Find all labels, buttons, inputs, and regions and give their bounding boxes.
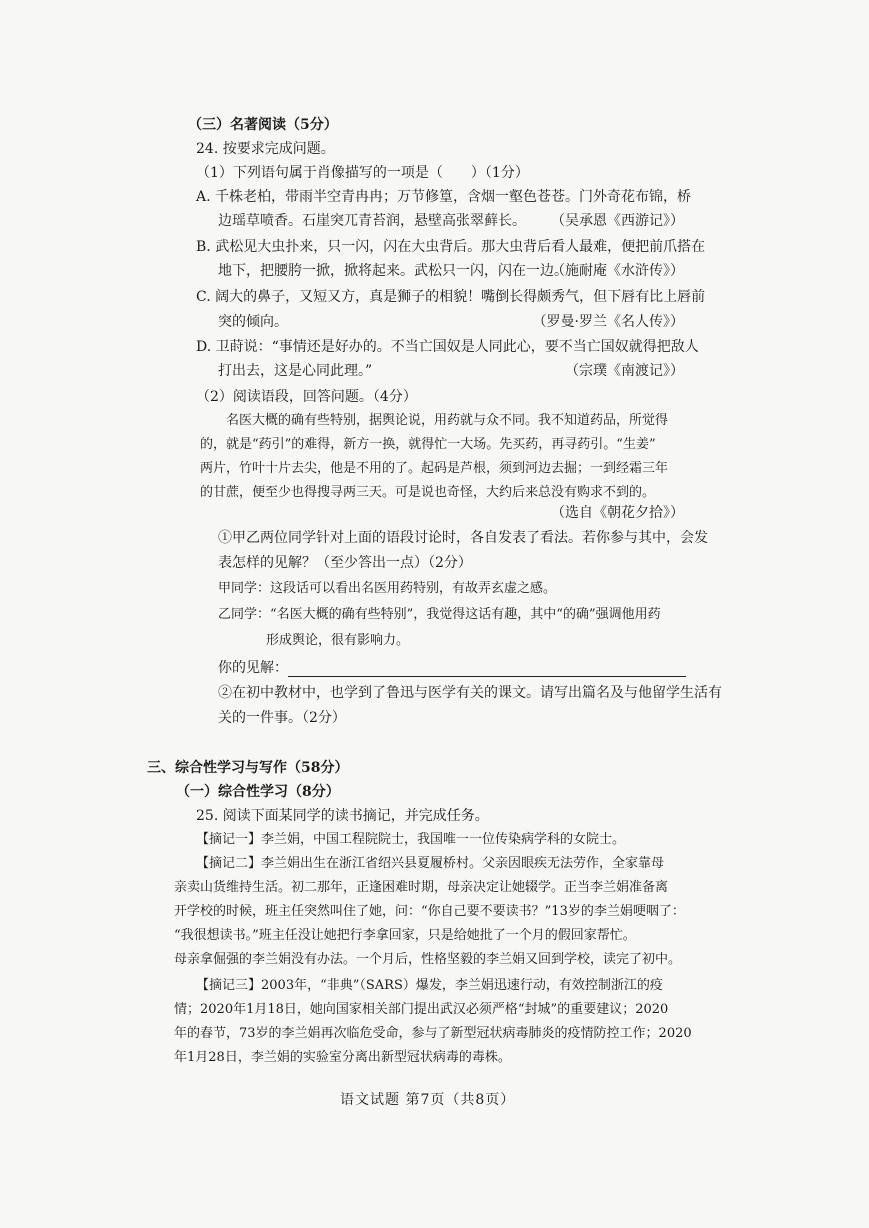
- note-3-line1: 【摘记三】2003年，“非典”（SARS）爆发，李兰娟迅速行动，有效控制浙江的疫: [196, 978, 663, 993]
- option-d-line2: 打出去，这是心同此理。”: [218, 363, 373, 379]
- note-2-line5: 母亲拿倔强的李兰娟没有办法。一个月后，性格坚毅的李兰娟又回到学校，读完了初中。: [174, 952, 682, 967]
- section-heading-writing: 三、综合性学习与写作（58分）: [147, 760, 349, 776]
- passage-line3: 两片，竹叶十片去尖，他是不用的了。起码是芦根，须到河边去掘；一到经霜三年: [200, 461, 669, 476]
- passage-line1: 名医大概的确有些特别，据舆论说，用药就与众不同。我不知道药品，所觉得: [226, 413, 669, 428]
- student-a-opinion: 甲同学：这段话可以看出名医用药特别，有故弄玄虚之感。: [218, 581, 557, 596]
- your-view-label: 你的见解：: [218, 660, 288, 676]
- option-c-source: （罗曼·罗兰《名人传》）: [532, 314, 684, 330]
- question-24-prompt: 24. 按要求完成问题。: [196, 141, 335, 157]
- question-24-2: （2）阅读语段，回答问题。（4分）: [196, 389, 417, 405]
- note-3-line4: 年1月28日，李兰娟的实验室分离出新型冠状病毒的毒株。: [174, 1050, 511, 1065]
- note-2-line4: “我很想读书。”班主任没让她把行李拿回家，只是给她批了一个月的假回家帮忙。: [174, 928, 636, 943]
- section-heading-reading: （三）名著阅读（5分）: [188, 117, 338, 133]
- option-b-source: （施耐庵《水浒传》）: [551, 263, 684, 279]
- sub-heading-integrated: （一）综合性学习（8分）: [176, 784, 340, 800]
- sub-question-1-line1: ①甲乙两位同学针对上面的语段讨论时，各自发表了看法。若你参与其中，会发: [218, 530, 708, 546]
- answer-line[interactable]: [288, 676, 686, 677]
- passage-source: （选自《朝花夕拾》）: [551, 505, 684, 521]
- option-c-line2: 突的倾向。: [218, 314, 288, 330]
- option-a-source: （吴承恩《西游记》）: [551, 213, 684, 229]
- option-a-line1: A. 千株老柏，带雨半空青冉冉；万节修篁，含烟一壑色苍苍。门外奇花布锦，桥: [196, 189, 692, 205]
- option-d-source: （宗璞《南渡记》）: [565, 363, 684, 379]
- passage-line4: 的甘蔗，便至少也得搜寻两三天。可是说也奇怪，大约后来总没有购求不到的。: [200, 485, 656, 500]
- note-2-line3: 开学校的时候，班主任突然叫住了她，问：“你自己要不要读书？”13岁的李兰娟哽咽了：: [174, 904, 685, 919]
- question-24-1: （1）下列语句属于肖像描写的一项是（ ）（1分）: [196, 165, 529, 181]
- sub-question-2-line1: ②在初中教材中，也学到了鲁迅与医学有关的课文。请写出篇名及与他留学生活有: [218, 685, 722, 701]
- student-b-opinion-line2: 形成舆论，很有影响力。: [266, 633, 410, 648]
- option-a-line2: 边瑶草喷香。石崖突兀青苔润，悬壁高张翠藓长。: [218, 213, 526, 229]
- note-3-line3: 年的春节，73岁的李兰娟再次临危受命，参与了新型冠状病毒肺炎的疫情防控工作；2020: [174, 1026, 692, 1041]
- question-25-prompt: 25. 阅读下面某同学的读书摘记，并完成任务。: [196, 808, 489, 824]
- passage-line2: 的，就是“药引”的难得，新方一换，就得忙一大场。先买药，再寻药引。“生姜”: [200, 437, 656, 452]
- option-d-line1: D. 卫莳说：“事情还是好办的。不当亡国奴是人同此心，要不当亡国奴就得把敌人: [196, 339, 699, 355]
- sub-question-2-line2: 关的一件事。（2分）: [218, 710, 346, 726]
- sub-question-1-line2: 表怎样的见解？（至少答出一点）（2分）: [218, 555, 472, 571]
- option-c-line1: C. 阔大的鼻子，又短又方，真是狮子的相貌！嘴倒长得颇秀气，但下唇有比上唇前: [196, 289, 706, 305]
- student-b-opinion-line1: 乙同学：“名医大概的确有些特别”，我觉得这话有趣，其中“的确”强调他用药: [218, 607, 661, 622]
- option-b-line2: 地下，把腰胯一掀，掀将起来。武松只一闪，闪在一边。: [218, 263, 568, 279]
- note-1: 【摘记一】李兰娟，中国工程院院士，我国唯一一位传染病学科的女院士。: [196, 832, 626, 847]
- option-b-line1: B. 武松见大虫扑来，只一闪，闪在大虫背后。那大虫背后看人最难，便把前爪搭在: [196, 239, 706, 255]
- note-2-line2: 亲卖山货维持生活。初二那年，正逢困难时期，母亲决定让她辍学。正当李兰娟准备离: [174, 880, 669, 895]
- page-footer: 语文试题 第7页（共8页）: [340, 1092, 516, 1108]
- note-2-line1: 【摘记二】李兰娟出生在浙江省绍兴县夏履桥村。父亲因眼疾无法劳作，全家靠母: [196, 856, 665, 871]
- note-3-line2: 情；2020年1月18日，她向国家相关部门提出武汉必须严格“封城”的重要建议；2020: [174, 1002, 669, 1017]
